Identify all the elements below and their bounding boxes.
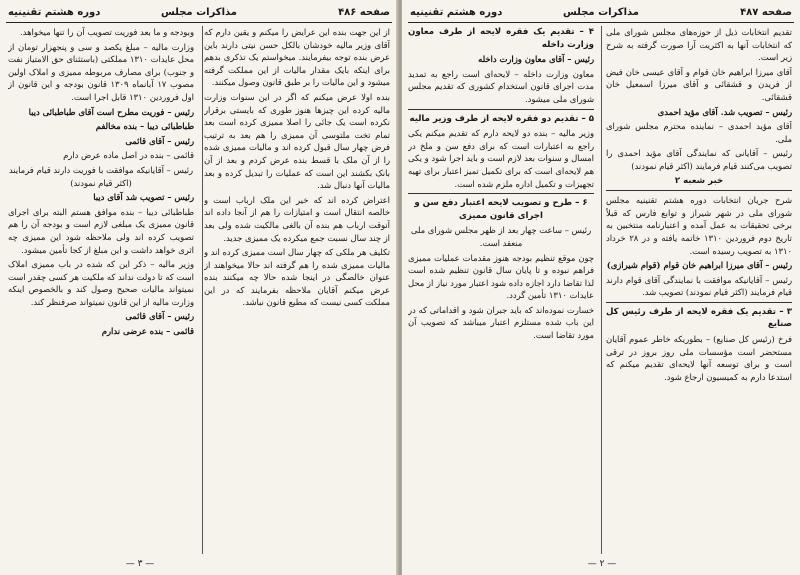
section-rule — [408, 193, 594, 194]
section-rule — [606, 302, 792, 303]
section-rule — [606, 190, 792, 191]
paragraph: قائمی – بنده در اصل ماده عرض دارم — [63, 150, 194, 161]
paragraph: رئیس – آقایانیکه موافقت با فوریت دارند قیام فرمایند (اکثر قیام نمودند) — [8, 164, 194, 188]
right-page-column-left — [408, 26, 594, 554]
speaker-line: رئیس – آقای قائمی — [125, 311, 194, 322]
paragraph: وبودجه و ما بعد فوریت تصویب آن را تنها میخواهد. — [20, 27, 194, 37]
left-page-footer: — ۳ — — [125, 559, 155, 569]
paragraph: شرح جریان انتخابات دوره هشتم تقنینیه مجلس شورای ملی در شهر شیراز و توابع فارس که قبلاً برخی تحقیقات به عمل آمده و اعتبارنامه منتخبین به تاریخ دوم فروردین ۱۳۱۰ خاتمه یافته و در ۲۸ خرداد ۱۳۱۰ به تصویب رسیده است. — [606, 195, 792, 256]
paragraph: چون موقع تنظیم بودجه هنوز مقدمات عملیات ممیزی فراهم نبوده و تا پایان سال قانون تنظیم شده است لذا تقاضا دارد اجازه داده شود اعتبار مورد نیاز از محل عایدات ۱۳۱۰ تأمین گردد. — [408, 252, 594, 301]
paragraph: آقای میرزا ابراهیم خان قوام و آقای عیسی خان فیض از فریدن و قشقائی و آقای میرزا اسمعیل خان قشقائی. — [606, 66, 792, 102]
paragraph: تکلیف هر ملکی که چهار سال است ممیزی کرده اند و مالیات ممیزی شده را هم گرفته اند حالا میخواهند از عنوان خالصگی در اینجا شده حالا چه میکنند بنده عرض میکنم آقایان ملاحظه بفرمایند که در این مملکت کسی نیست که مطیع قانون نباشد. — [204, 247, 390, 308]
paragraph: رئیس – آقایانی که نمایندگی آقای مؤید احمدی را تصویب می‌کنند قیام فرمایند (اکثر قیام نمودند) — [606, 148, 792, 171]
speaker-line: رئیس – آقای قائمی — [125, 135, 194, 146]
section-heading: ۴ – تقدیم یک فقره لایحه از طرف معاون وزارت داخله — [408, 27, 594, 50]
left-page — [0, 0, 398, 575]
paragraph: بنده اولا عرض میکنم که اگر در این سنوات وزارت مالیه کرده این چیزها هنوز طوری که بایستی برقرار نکرده است یک جائی را اصلا ممیزی کرده است بعد تمام تخت ملتوسی آن ممیزی را هم بعد به ترتیب فرض چهار سال قبول کرده اند و مالیات ممیزی شده را از آن ملک با قسط بنده عرض کردم و بعد از آن بانک بکشند این است که عملیات را تبدیل کرده و بعد مالیات آنها دنبال شد. — [204, 91, 390, 191]
left-page-column-right — [204, 26, 390, 554]
left-page-number: صفحه ۴۸۶ — [338, 7, 390, 18]
paragraph: فرخ (رئیس کل صنایع) – بطوریکه خاطر عموم آقایان مستحضر است مؤسسات ملی روز بروز در ترقی است و برای توسعه آنها لایحه‌ای تقدیم میکنم که استدعا دارم به کمیسیون ارجاع شود. — [606, 334, 792, 382]
left-page-header — [6, 6, 392, 23]
paragraph: وزیر مالیه – ذکر این که شده در باب ممیزی املاک است که تا دولت نداند که ملکیت هر کسی چقدر است نمیتواند مالیات صحیح وصول کند و بالخصوص اینکه وزارت مالیه از این قانون نمیتواند صرفنظر کند. — [8, 259, 194, 307]
section-heading: ۶ – طرح و تصویب لایحه اعتبار دفع سن و اجرای قانون ممیزی — [414, 198, 588, 221]
right-page-footer: — ۲ — — [587, 559, 617, 569]
speaker-line: رئیس – آقای میرزا ابراهیم خان قوام (قوام شیرازی) — [606, 260, 792, 271]
paragraph: از این جهت بنده این عرایض را میکنم و یقین دارم که آقای وزیر مالیه خودشان بالکل حسن نیتی دارند باین عرض بنده توجه بیفرمایند. میخواستم یک تذکری بدهم برای اینکه بایک مقدار مالیات از این مملکت گرفته میشود و این مالیات را بر طبق قانون وصول میکنند. — [204, 27, 390, 88]
paragraph: رئیس – آقایانیکه موافقت با نمایندگی آقای قوام دارند قیام فرمایند (اکثر قیام نمودند) تصویب شد. — [606, 274, 792, 298]
section-rule — [408, 109, 594, 110]
paragraph: اعتراض کرده اند که خیر این ملک ارباب است و خالصه انتقال است و امتیازات را هم از آنجا داده اند آنوقت ارباب هم بنده آن بالغی مالکیت شده ولی بعد از چند سال نسبت جمع میکرده یک ممیزی جدید. — [204, 194, 390, 243]
right-page-column-divider — [601, 26, 602, 554]
right-page-title: مذاکرات مجلس — [562, 7, 639, 18]
paragraph: رئیس – ساعت چهار بعد از ظهر مجلس شورای ملی منعقد است. — [410, 225, 592, 248]
right-page-header — [408, 6, 794, 23]
section-heading: خبر شعبه ۲ — [674, 175, 724, 186]
section-heading: ۵ – تقدیم دو فقره لایحه از طرف وزیر مالیه — [409, 113, 594, 124]
paragraph: معاون وزارت داخله – لایحه‌ای است راجع به تمدید مدت اجرای قانون استخدام کشوری که تقدیم مجلس شورای ملی میشود. — [408, 68, 594, 104]
speaker-line: قائمی – بنده عرضی ندارم — [101, 326, 194, 337]
left-page-column-left — [8, 26, 194, 554]
paragraph: طباطبائی دیبا – بنده موافق هستم البته برای اجرای قانون ممیزی یک مبلغی لازم است و بودجه آن را هم تصویب کرده اند ولی ملاحظه شود این ممیزی چه اثری خواهد داشت و این مبلغ از کجا تأمین میشود. — [8, 206, 194, 255]
right-page-number: صفحه ۴۸۷ — [740, 7, 792, 18]
speaker-line: طباطبائی دیبا – بنده مخالفم — [95, 121, 194, 132]
speaker-line: رئیس – آقای معاون وزارت داخله — [478, 54, 594, 65]
right-page — [402, 0, 800, 575]
section-heading: ۳ – تقدیم یک فقره لایحه از طرف رئیس کل صنایع — [606, 306, 792, 330]
left-page-title: مذاکرات مجلس — [160, 7, 237, 18]
speaker-line: رئیس – تصویب شد آقای دیبا — [93, 192, 194, 203]
speaker-line: رئیس – فوریت مطرح است آقای طباطبائی دیبا — [28, 106, 194, 117]
right-page-column-right — [606, 26, 792, 554]
right-page-session: دوره هشتم تقنینیه — [410, 7, 503, 18]
paragraph: وزارت مالیه – مبلغ یکصد و سی و پنجهزار تومان از محل عایدات ۱۳۱۰ مملکتی (باستثنای حق الامتیاز نفت و جنوب) برای مصارف مربوطه ممیزی و املاک اولین مصوب ۱۷ آبانماه ۱۳۰۹ قانون بودجه و این قانون از اول فروردین ۱۳۱۰ قابل اجرا است. — [8, 41, 194, 102]
speaker-line: رئیس – تصویب شد. آقای مؤید احمدی — [657, 106, 792, 117]
paragraph: خسارت نموده‌اند که باید جبران شود و اقداماتی که در این باب شده مستلزم اعتبار میباشد که تصویب آن مورد تقاضا است. — [408, 304, 594, 341]
left-page-column-divider — [202, 26, 203, 554]
left-page-session: دوره هشتم تقنینیه — [8, 7, 101, 18]
paragraph: آقای مؤید احمدی – نماینده محترم مجلس شورای ملی. — [606, 121, 792, 144]
paragraph: تقدیم انتخابات ذیل از حوزه‌های مجلس شورای ملی که انتخابات آنها به اکثریت آرا صورت گرفته به شرح زیر است. — [606, 27, 792, 63]
paragraph: وزیر مالیه – بنده دو لایحه دارم که تقدیم میکنم یکی راجع به اعتبارات است که برای دفع سن و ملخ در امسال و سنوات بعد لازم است و باید اجرا شود و یکی هم لایحه‌ای است که برای تکمیل تمیز اعتبار برای تهیه تجهیزات و تکمیل اداره ملزم شده است. — [408, 128, 594, 189]
